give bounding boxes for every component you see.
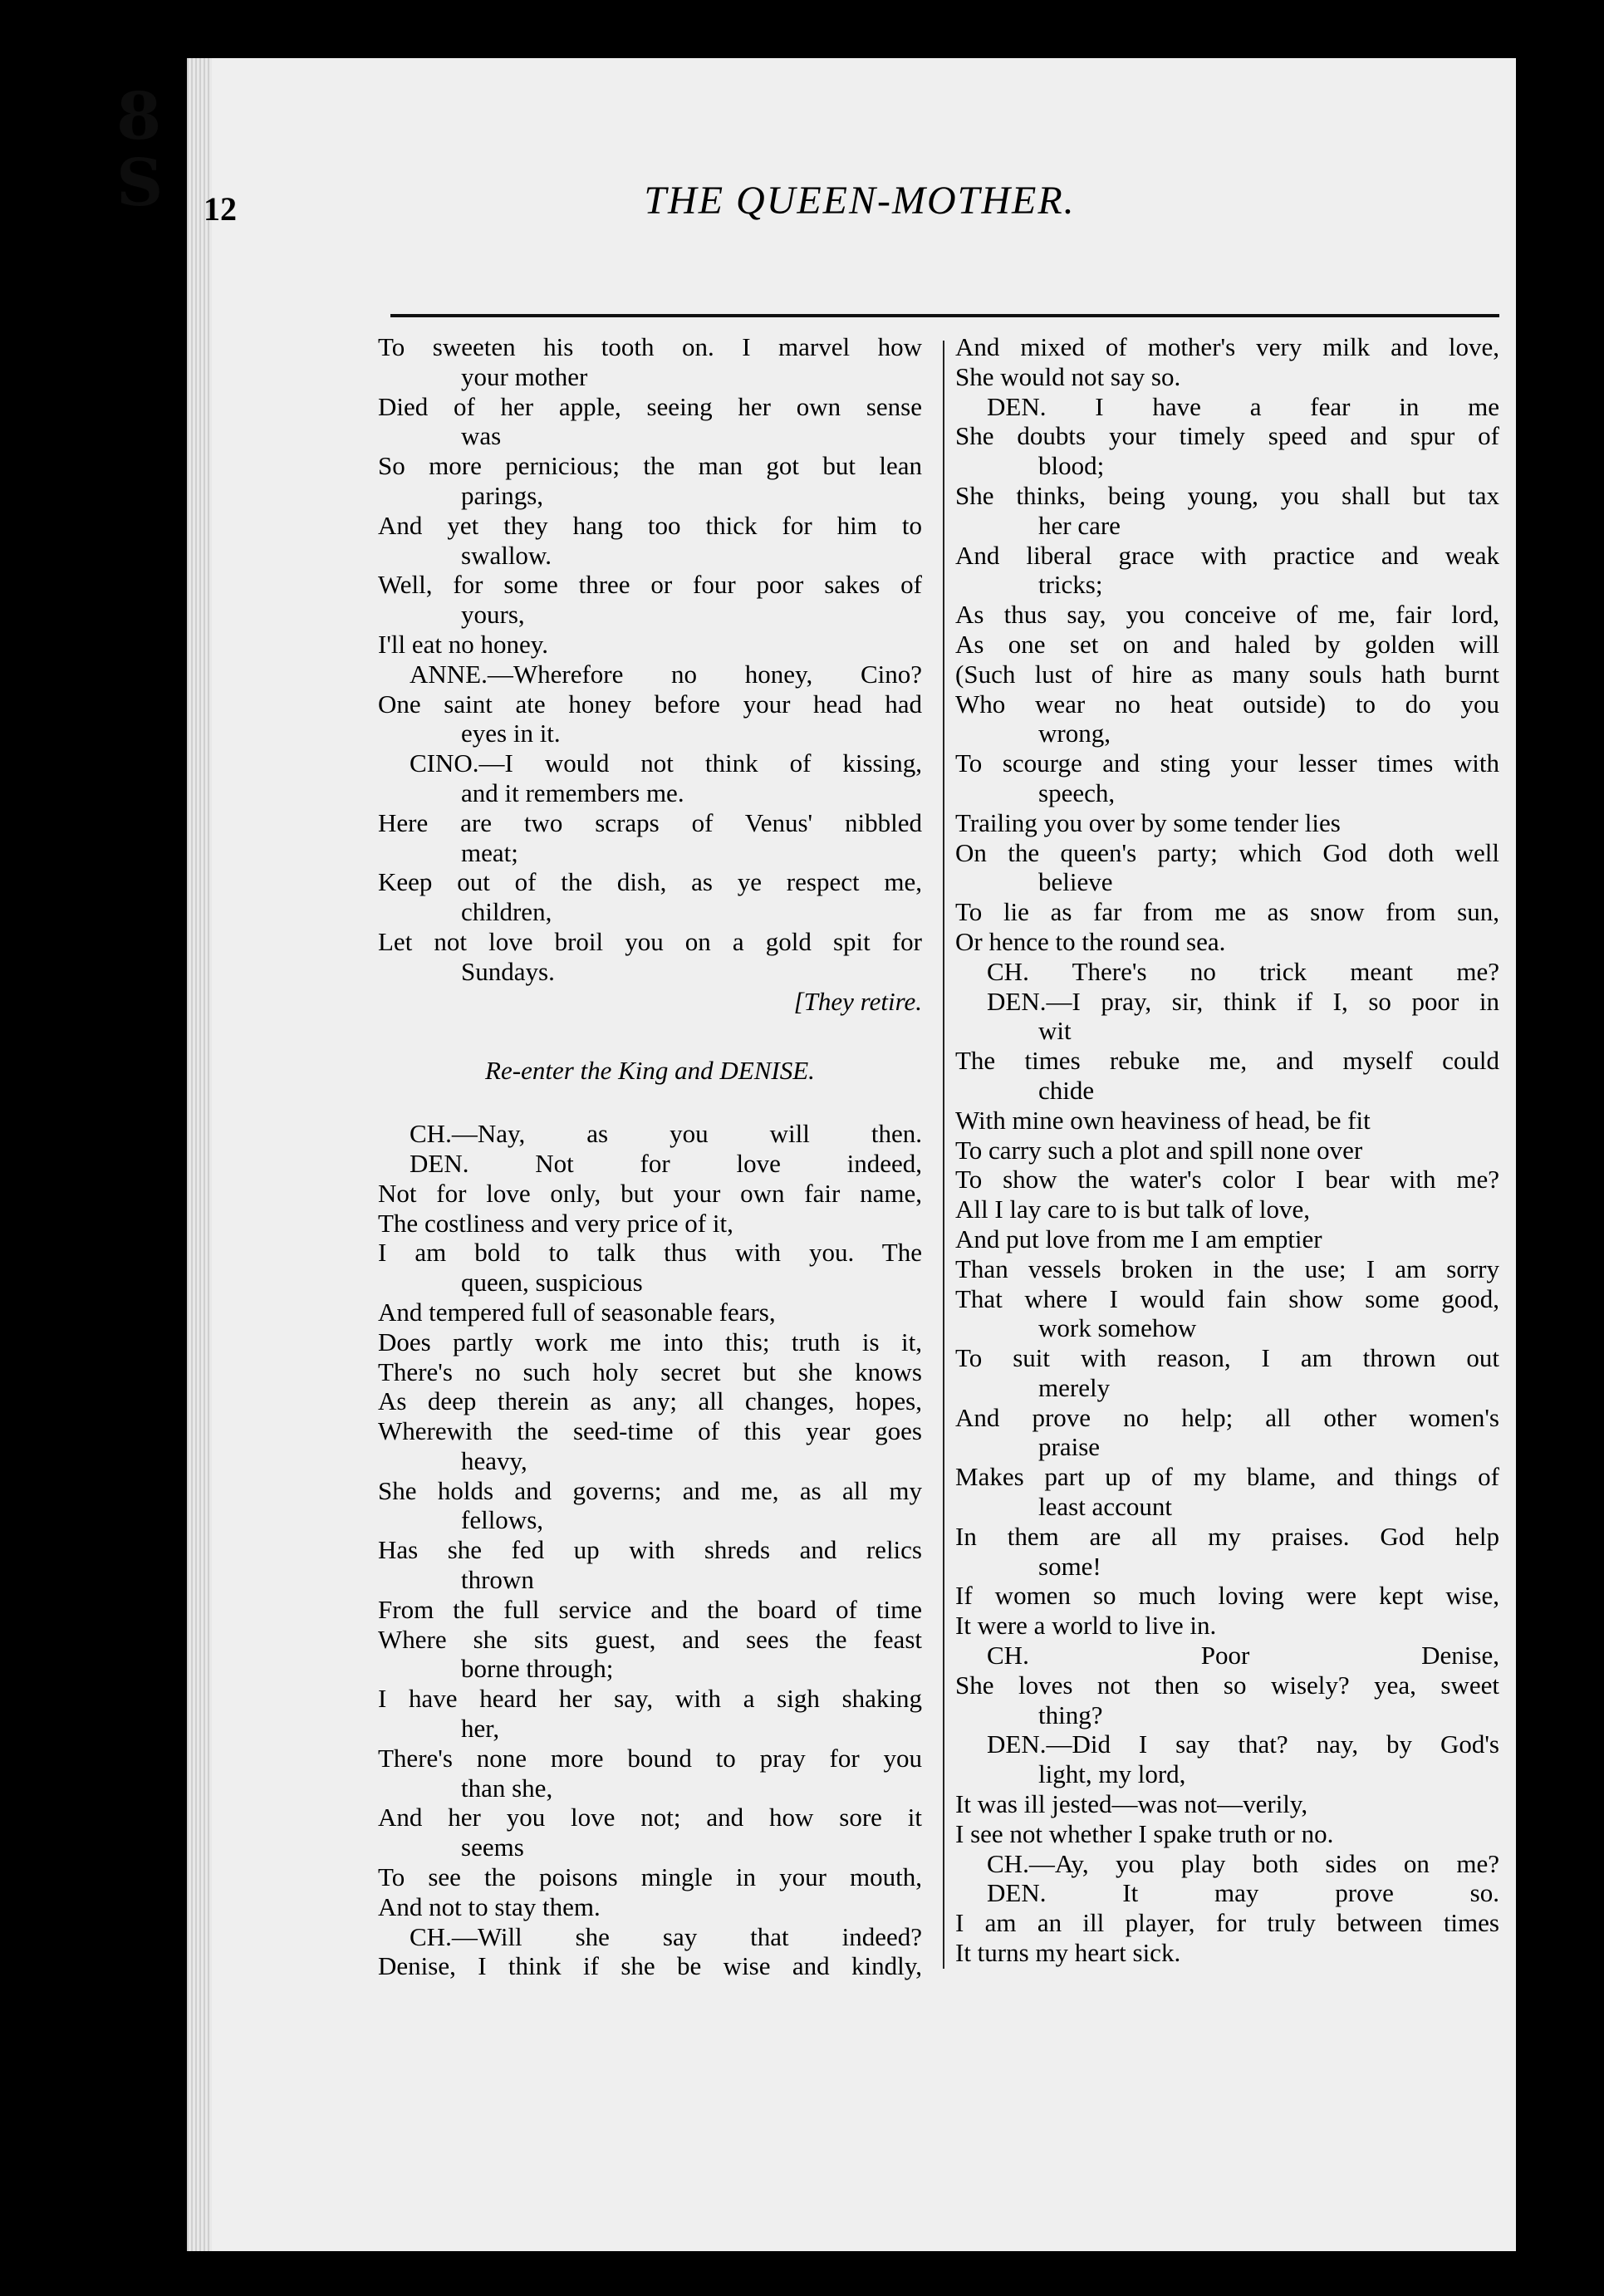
verse-line: fellows, [461,1505,544,1535]
verse-line: To scourge and sting your lesser times with [955,748,1499,778]
verse-line: To lie as far from me as snow from sun, [955,897,1499,927]
verse-line: DEN.—Did I say that? nay, by God's [987,1729,1499,1759]
page-binding-edge [187,58,212,2251]
verse-line: Sundays. [461,956,555,986]
verse-line: There's no such holy secret but she knows [378,1357,922,1386]
verse-line: As thus say, you conceive of me, fair lord, [955,600,1499,630]
verse-line: She would not say so. [955,361,1181,391]
verse-line: And not to stay them. [378,1891,601,1921]
verse-line: That where I would fain show some good, [955,1283,1499,1313]
verse-line: praise [1038,1432,1101,1462]
header-rule [390,314,1499,317]
margin-note-bottom: S [116,145,164,221]
verse-line: As one set on and haled by golden will [955,629,1499,659]
verse-line: She thinks, being young, you shall but tax [955,480,1499,510]
verse-line: All I lay care to is but talk of love, [955,1195,1310,1224]
verse-line: And yet they hang too thick for him to [378,510,922,540]
verse-line: was [461,421,502,451]
margin-note-top: 8 [116,79,162,155]
verse-line: CH.—Ay, you play both sides on me? [987,1848,1499,1878]
right-column [955,332,1499,1968]
verse-line: your mother [461,361,588,391]
verse-line: There's none more bound to pray for you [378,1743,922,1773]
left-column [378,332,922,1981]
verse-line: Here are two scraps of Venus' nibbled [378,807,922,837]
verse-line: DEN. It may prove so. [987,1878,1499,1908]
verse-line: Denise, I think if she be wise and kindly, [378,1951,922,1981]
verse-line: Makes part up of my blame, and things of [955,1462,1499,1492]
verse-line: And liberal grace with practice and weak [955,540,1499,570]
verse-line: I'll eat no honey. [378,629,549,659]
verse-line: wrong, [1038,719,1111,748]
verse-line: ANNE.—Wherefore no honey, Cino? [410,659,922,689]
verse-line: heavy, [461,1445,527,1475]
verse-line: queen, suspicious [461,1268,643,1298]
verse-line: To suit with reason, I am thrown out [955,1343,1499,1373]
verse-line: least account [1038,1492,1172,1522]
verse-line: Has she fed up with shreds and relics [378,1535,922,1565]
verse-line: With mine own heaviness of head, be fit [955,1105,1371,1135]
verse-line: She doubts your timely speed and spur of [955,421,1499,451]
verse-line: The costliness and very price of it, [378,1208,733,1238]
verse-line: She holds and governs; and me, as all my [378,1475,922,1505]
verse-line: some! [1038,1551,1101,1581]
verse-line: meat; [461,837,518,867]
verse-line: DEN. Not for love indeed, [410,1148,922,1178]
verse-line: Died of her apple, seeing her own sense [378,391,922,421]
verse-line: [They retire. [793,986,922,1016]
verse-line: One saint ate honey before your head had [378,689,922,719]
verse-line: To see the poisons mingle in your mouth, [378,1862,922,1892]
verse-line: I am bold to talk thus with you. The [378,1238,922,1268]
verse-line: In them are all my praises. God help [955,1521,1499,1551]
verse-line: swallow. [461,540,552,570]
verse-line: Let not love broil you on a gold spit for [378,926,922,956]
column-divider [943,341,944,1969]
verse-line: She loves not then so wisely? yea, sweet [955,1670,1499,1700]
verse-line: tricks; [1038,570,1103,600]
verse-line: So more pernicious; the man got but lean [378,451,922,481]
verse-line: To carry such a plot and spill none over [955,1135,1363,1165]
verse-line: children, [461,897,552,927]
verse-line: DEN. I have a fear in me [987,391,1499,421]
verse-line: As deep therein as any; all changes, hopes, [378,1386,922,1416]
verse-line: her, [461,1714,500,1744]
verse-line: thing? [1038,1700,1103,1729]
verse-line: believe [1038,867,1113,897]
verse-line: Than vessels broken in the use; I am sorry [955,1253,1499,1283]
verse-line: Not for love only, but your own fair name, [378,1178,922,1208]
verse-line: If women so much loving were kept wise, [955,1581,1499,1611]
verse-line: To show the water's color I bear with me? [955,1165,1499,1195]
verse-line: CH.—Will she say that indeed? [410,1921,922,1951]
verse-line: blood; [1038,451,1105,481]
verse-line: Wherewith the seed-time of this year goes [378,1416,922,1446]
verse-line: Where she sits guest, and sees the feast [378,1624,922,1654]
verse-line: seems [461,1832,524,1862]
verse-line: It were a world to live in. [955,1611,1217,1641]
verse-line: Re-enter the King and DENISE. [485,1056,815,1086]
verse-line: I have heard her say, with a sigh shaking [378,1684,922,1714]
verse-line: I am an ill player, for truly between times [955,1908,1499,1938]
verse-line: yours, [461,600,525,630]
verse-line: It turns my heart sick. [955,1938,1181,1968]
verse-line: thrown [461,1565,534,1595]
verse-line: her care [1038,510,1121,540]
verse-line: And mixed of mother's very milk and love, [955,332,1499,361]
verse-line: eyes in it. [461,719,561,748]
verse-line: And tempered full of seasonable fears, [378,1297,776,1327]
verse-line: DEN.—I pray, sir, think if I, so poor in [987,986,1499,1016]
verse-line: Keep out of the dish, as ye respect me, [378,867,922,897]
verse-line: borne through; [461,1654,614,1684]
verse-line: CH. There's no trick meant me? [987,956,1499,986]
verse-line: CH.—Nay, as you will then. [410,1119,922,1149]
verse-line: than she, [461,1773,553,1803]
verse-line: The times rebuke me, and myself could [955,1046,1499,1076]
verse-line: CINO.—I would not think of kissing, [410,748,922,778]
verse-line: To sweeten his tooth on. I marvel how [378,332,922,361]
verse-line: Or hence to the round sea. [955,926,1226,956]
verse-line: parings, [461,480,544,510]
verse-line: speech, [1038,778,1116,807]
verse-line: It was ill jested—was not—verily, [955,1789,1308,1819]
verse-line: Trailing you over by some tender lies [955,807,1341,837]
verse-line: chide [1038,1075,1095,1105]
verse-line: light, my lord, [1038,1759,1186,1789]
verse-line: And put love from me I am emptier [955,1224,1322,1253]
verse-line: and it remembers me. [461,778,684,807]
verse-line: merely [1038,1372,1111,1402]
verse-line: And her you love not; and how sore it [378,1803,922,1832]
running-title: THE QUEEN-MOTHER. [644,179,1076,223]
verse-line: I see not whether I spake truth or no. [955,1818,1334,1848]
verse-line: Does partly work me into this; truth is it, [378,1327,922,1357]
verse-line: And prove no help; all other women's [955,1402,1499,1432]
verse-line: On the queen's party; which God doth well [955,837,1499,867]
verse-line: Who wear no heat outside) to do you [955,689,1499,719]
verse-line: work somehow [1038,1313,1197,1343]
verse-line: wit [1038,1016,1072,1046]
page-number: 12 [204,190,237,228]
verse-line: (Such lust of hire as many souls hath burnt [955,659,1499,689]
verse-line: From the full service and the board of time [378,1594,922,1624]
page-header [204,166,1516,241]
verse-line: Well, for some three or four poor sakes of [378,570,922,600]
verse-line: CH. Poor Denise, [987,1641,1499,1670]
